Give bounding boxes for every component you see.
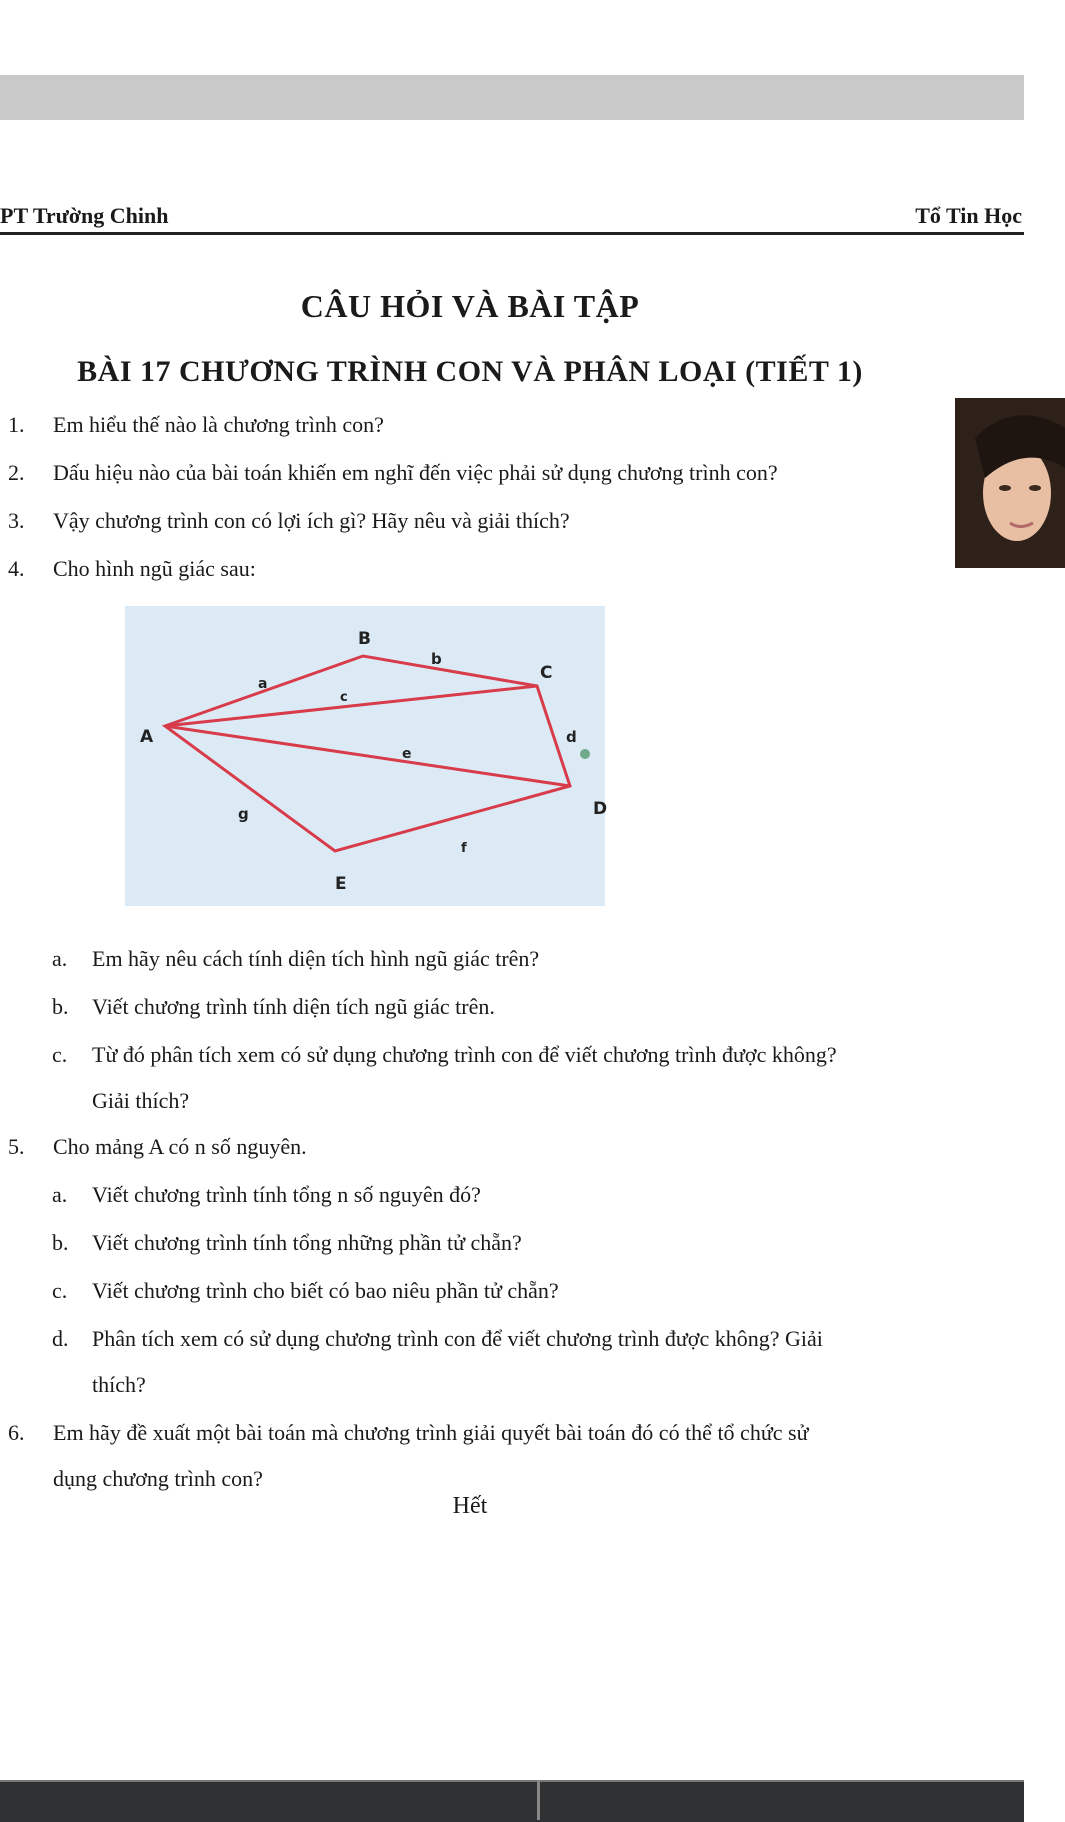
pentagon-diagram — [125, 606, 608, 906]
question-text: Cho mảng A có n số nguyên. — [53, 1134, 307, 1159]
q4-sub-c — [52, 1042, 837, 1068]
question-5 — [8, 1134, 307, 1160]
sub-text: thích? — [92, 1372, 146, 1397]
edge-label-d: d — [566, 728, 577, 746]
question-number: 1. — [8, 412, 25, 437]
sub-text: Từ đó phân tích xem có sử dụng chương trình con để viết chương trình được không? — [92, 1042, 837, 1067]
vertex-label-c: C — [540, 663, 553, 683]
bottom-bar — [0, 1780, 1024, 1822]
vertex-label-e: E — [335, 874, 347, 894]
sub-number: c. — [52, 1278, 68, 1303]
sub-number: b. — [52, 994, 69, 1019]
question-6 — [8, 1420, 809, 1446]
question-text: Dấu hiệu nào của bài toán khiến em nghĩ đến việc phải sử dụng chương trình con? — [53, 460, 778, 485]
q4-sub-c-cont — [92, 1088, 189, 1114]
question-3 — [8, 508, 570, 534]
edge-label-e: e — [402, 746, 412, 762]
decor-dot — [580, 749, 590, 759]
question-number: 5. — [8, 1134, 25, 1159]
question-number: 6. — [8, 1420, 25, 1445]
school-name: PT Trường Chinh — [0, 203, 169, 228]
edge-label-g: g — [238, 805, 249, 823]
question-6-cont — [53, 1466, 263, 1492]
sub-number: a. — [52, 1182, 68, 1207]
question-text: Vậy chương trình con có lợi ích gì? Hãy nêu và giải thích? — [53, 508, 570, 533]
q4-sub-a — [52, 946, 539, 972]
vertex-label-b: B — [358, 629, 371, 649]
sub-text: Viết chương trình cho biết có bao niêu phần tử chẵn? — [92, 1278, 559, 1303]
vertex-label-a: A — [140, 727, 154, 747]
avatar[interactable] — [955, 398, 1065, 568]
group-name: Tổ Tin Học — [915, 203, 1022, 228]
question-2 — [8, 460, 778, 486]
edge-label-b: b — [431, 650, 442, 668]
header-rule — [0, 232, 1024, 235]
question-text: dụng chương trình con? — [53, 1466, 263, 1491]
end-mark: Hết — [452, 1493, 488, 1519]
top-bar — [0, 75, 1024, 120]
sub-text: Giải thích? — [92, 1088, 190, 1113]
q4-sub-b — [52, 994, 495, 1020]
sub-text: Viết chương trình tính tổng n số nguyên đó? — [92, 1182, 481, 1207]
main-title: CÂU HỎI VÀ BÀI TẬP — [300, 288, 640, 324]
bottom-bar-separator — [537, 1780, 540, 1820]
sub-text: Phân tích xem có sử dụng chương trình con để viết chương trình được không? Giải — [92, 1326, 823, 1351]
edge-label-a: a — [258, 676, 268, 692]
q5-sub-a — [52, 1182, 481, 1208]
edge-label-f: f — [461, 841, 467, 856]
sub-text: Viết chương trình tính diện tích ngũ giác trên. — [92, 994, 495, 1019]
sub-text: Viết chương trình tính tổng những phần tử chẵn? — [92, 1230, 522, 1255]
sub-number: b. — [52, 1230, 69, 1255]
q5-sub-c — [52, 1278, 559, 1304]
question-1 — [8, 412, 384, 438]
question-text: Cho hình ngũ giác sau: — [53, 556, 256, 581]
question-number: 3. — [8, 508, 25, 533]
sub-text: Em hãy nêu cách tính diện tích hình ngũ giác trên? — [92, 946, 540, 971]
avatar-face-icon — [955, 398, 1065, 568]
question-4 — [8, 556, 256, 582]
question-number: 2. — [8, 460, 25, 485]
question-text: Em hãy đề xuất một bài toán mà chương trình giải quyết bài toán đó có thể tổ chức sử — [53, 1420, 809, 1445]
pentagon-figure — [125, 606, 608, 906]
question-text: Em hiểu thế nào là chương trình con? — [53, 412, 384, 437]
sub-number: c. — [52, 1042, 68, 1067]
edge-label-c: c — [340, 690, 348, 705]
lesson-title: BÀI 17 CHƯƠNG TRÌNH CON VÀ PHÂN LOẠI (TIẾT 1) — [77, 355, 863, 388]
q5-sub-b — [52, 1230, 522, 1256]
question-number: 4. — [8, 556, 25, 581]
q5-sub-d — [52, 1326, 823, 1352]
q5-sub-d-cont — [92, 1372, 146, 1398]
sub-number: d. — [52, 1326, 69, 1351]
sub-number: a. — [52, 946, 68, 971]
vertex-label-d: D — [593, 799, 608, 819]
